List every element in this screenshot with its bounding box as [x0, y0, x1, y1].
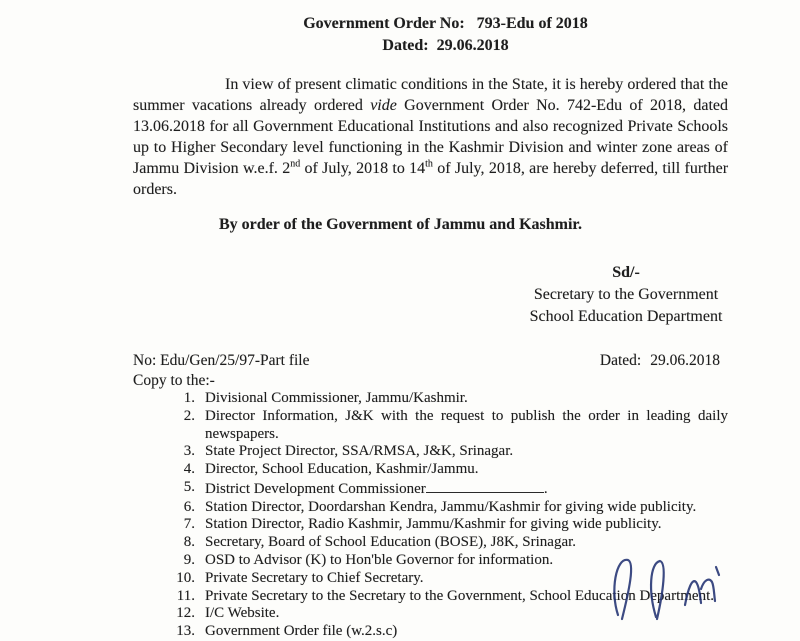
- signatory-title: Secretary to the Government: [533, 286, 719, 303]
- list-item-text: Secretary, Board of School Education (BOSE), J8K, Srinagar.: [205, 534, 577, 551]
- list-item: [133, 479, 728, 499]
- list-item-text: Director Information, J&K with the request to publish the order in leading daily newspapers.: [205, 407, 728, 442]
- list-item: [133, 461, 728, 479]
- list-item: [133, 552, 728, 570]
- paragraph-text: In view of present climatic conditions in the State, it is hereby ordered that the summer vacations already ordered: [133, 76, 728, 114]
- copy-distribution-list: [133, 390, 728, 641]
- by-order-line: By order of the Government of Jammu and Kashmir.: [218, 216, 583, 233]
- reference-date: [600, 351, 720, 371]
- paragraph-text: of July, 2018 to 14: [300, 160, 426, 177]
- list-item: [133, 534, 728, 552]
- signatory-block: [526, 262, 726, 328]
- list-item: [133, 516, 728, 534]
- reference-row: [133, 351, 728, 371]
- vide-italic: vide: [370, 97, 397, 114]
- list-item-text: State Project Director, SSA/RMSA, J&K, Srinagar.: [205, 443, 514, 460]
- ordinal-superscript: nd: [290, 158, 301, 170]
- list-item: [133, 499, 728, 517]
- sd-line: Sd/-: [612, 264, 640, 281]
- list-item: [133, 390, 728, 408]
- list-item-text: Director, School Education, Kashmir/Jammu.: [205, 461, 479, 478]
- order-date-label: Dated:: [382, 37, 429, 54]
- list-item-text: Station Director, Radio Kashmir, Jammu/Kashmir for giving wide publicity.: [205, 516, 662, 533]
- list-item-suffix: .: [543, 480, 548, 497]
- list-item: [133, 570, 728, 588]
- reference-date-label: Dated:: [599, 352, 642, 369]
- blank-underline: [426, 479, 544, 493]
- signatory-department: School Education Department: [529, 308, 723, 325]
- ordinal-superscript: th: [425, 158, 433, 170]
- file-number: No: Edu/Gen/25/97-Part file: [133, 352, 310, 369]
- order-date-line: [163, 35, 728, 57]
- list-item-text: Divisional Commissioner, Jammu/Kashmir.: [205, 390, 468, 406]
- paragraph-text: Government Order No. 742-Edu of 2018, dated 13.06.2018 for all Government Educational Institutions and also recognized Private Schools up to Higher Secondary level functioning in the Kashmir Division and winter zone areas of Jammu Division w.e.f. 2: [133, 97, 729, 177]
- list-item-text: District Development Commissioner: [205, 480, 426, 497]
- list-item: [133, 588, 728, 606]
- order-header: [163, 13, 728, 57]
- copy-to-heading: Copy to the:-: [133, 372, 215, 389]
- list-item: [133, 408, 728, 444]
- list-item-text: OSD to Advisor (K) to Hon'ble Governor for information.: [205, 551, 554, 568]
- list-item-text: Station Director, Doordarshan Kendra, Jammu/Kashmir for giving wide publicity.: [205, 498, 697, 515]
- list-item-text: Private Secretary to Chief Secretary.: [205, 569, 424, 586]
- order-number-value: 793-Edu of 2018: [476, 15, 588, 32]
- list-item: [133, 605, 728, 623]
- list-item-text: I/C Website.: [205, 605, 280, 622]
- order-date-value: 29.06.2018: [436, 37, 509, 54]
- list-item: [133, 623, 728, 641]
- reference-date-value: 29.06.2018: [650, 352, 720, 369]
- order-body-paragraph: [133, 74, 728, 200]
- list-item: [133, 443, 728, 461]
- order-number-label: Government Order No:: [303, 15, 465, 32]
- list-item-text: Government Order file (w.2.s.c): [205, 623, 398, 640]
- list-item-text: Private Secretary to the Secretary to the Government, School Education Department.: [205, 587, 714, 604]
- paragraph-text: of July, 2018, are hereby deferred, till further orders.: [133, 160, 729, 198]
- order-number-line: [163, 13, 728, 35]
